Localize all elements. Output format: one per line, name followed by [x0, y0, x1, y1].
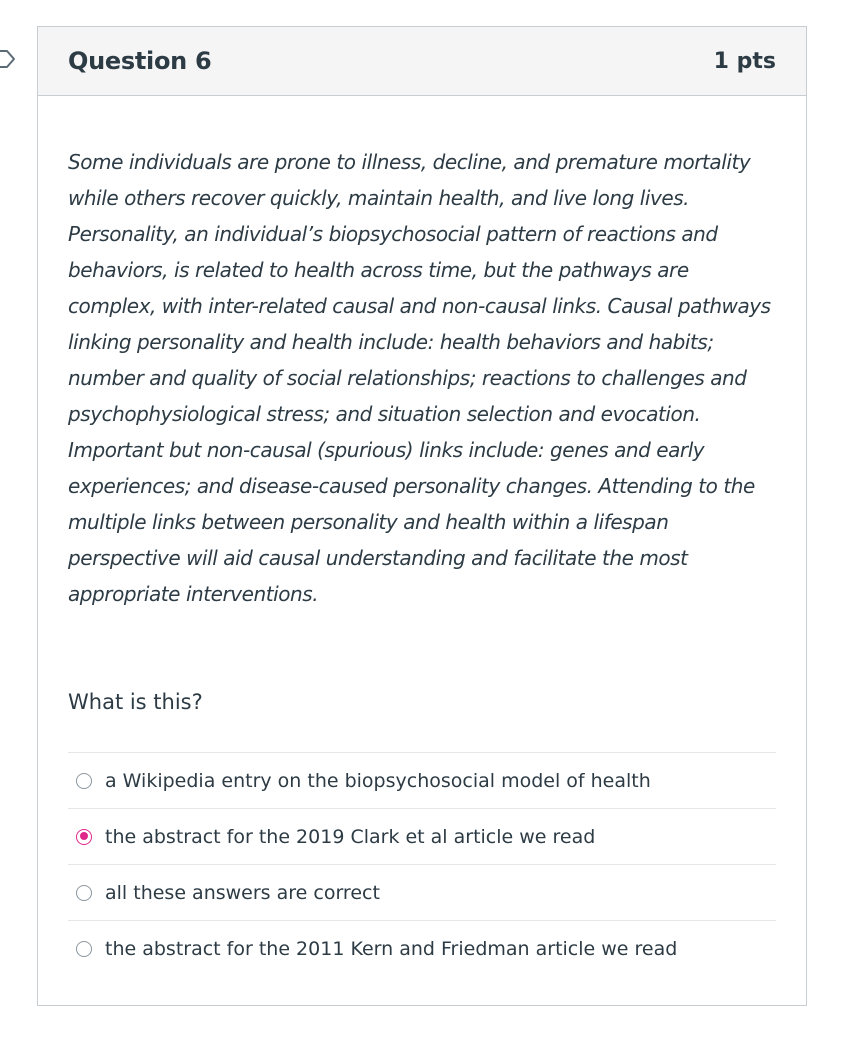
- question-title: Question 6: [68, 47, 212, 75]
- bookmark-flag-icon[interactable]: [0, 48, 16, 70]
- answer-label[interactable]: the abstract for the 2011 Kern and Friedman article we read: [105, 938, 678, 960]
- question-header: [38, 27, 806, 96]
- answer-option[interactable]: [68, 921, 776, 977]
- question-passage: Some individuals are prone to illness, decline, and premature mortality while others recover quickly, maintain health, and live long lives. Personality, an individual’s biopsychosocial pattern of reactions and behaviors, is related to health across time, but the pathways are complex, with inter-related causal and non-causal links. Causal pathways linking personality and health include: health behaviors and habits; number and quality of social relationships; reactions to challenges and psychophysiological stress; and situation selection and evocation. Important but non-causal (spurious) links include: genes and early experiences; and disease-caused personality changes. Attending to the multiple links between personality and health within a lifespan perspective will aid causal understanding and facilitate the most appropriate interventions.: [68, 150, 771, 606]
- question-prompt: What is this?: [68, 690, 203, 714]
- answer-option[interactable]: [68, 753, 776, 809]
- answer-label[interactable]: a Wikipedia entry on the biopsychosocial model of health: [105, 769, 651, 792]
- radio-button[interactable]: [76, 829, 92, 845]
- radio-button[interactable]: [76, 773, 92, 789]
- answer-label[interactable]: all these answers are correct: [105, 881, 380, 904]
- answer-list: [68, 752, 776, 977]
- answer-option[interactable]: [68, 865, 776, 921]
- question-body: [38, 144, 806, 977]
- radio-button[interactable]: [76, 941, 92, 957]
- question-card: [37, 26, 807, 1006]
- question-points: 1 pts: [713, 48, 776, 74]
- radio-button[interactable]: [76, 885, 92, 901]
- answer-label[interactable]: the abstract for the 2019 Clark et al article we read: [105, 825, 596, 848]
- answer-option[interactable]: [68, 809, 776, 865]
